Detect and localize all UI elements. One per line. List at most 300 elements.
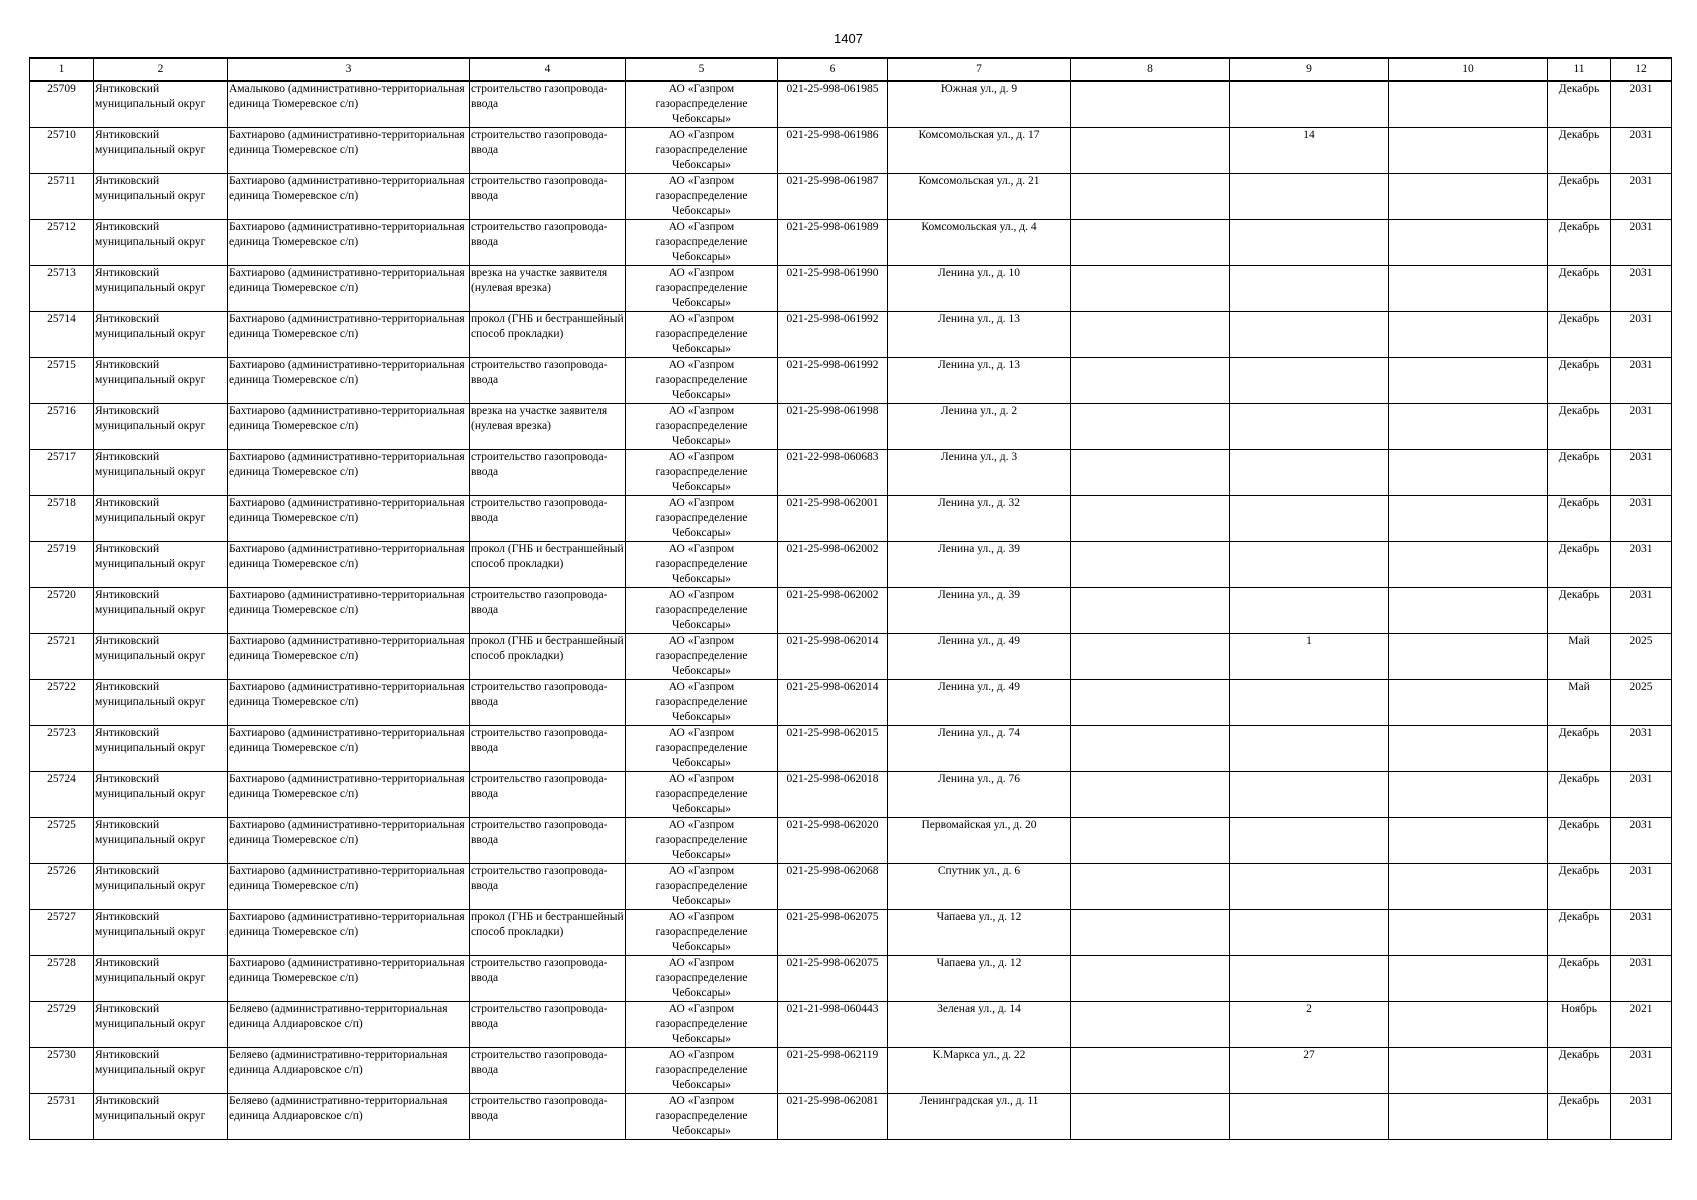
cell-text: 25720 [47, 589, 76, 601]
cell-text: АО «Газпром газораспределение Чебоксары» [655, 359, 748, 401]
page-number: 1407 [834, 31, 863, 46]
cell-col-8 [1071, 818, 1230, 864]
cell-district [94, 864, 228, 910]
cell-text: строительство газопровода-ввода [471, 865, 608, 892]
cell-text: 25711 [47, 175, 76, 187]
cell-settlement [228, 680, 470, 726]
cell-text: АО «Газпром газораспределение Чебоксары» [655, 129, 748, 171]
cell-month [1548, 726, 1611, 772]
cell-text: строительство газопровода-ввода [471, 221, 608, 248]
cell-col-9 [1230, 542, 1389, 588]
cell-text: Декабрь [1558, 221, 1600, 233]
cell-organization [626, 81, 778, 128]
cell-text: Беляево (административно-территориальная единица Алдиаровское с/п) [229, 1095, 448, 1122]
cell-text: Янтиковский муниципальный округ [95, 773, 206, 800]
table-row [30, 404, 1672, 450]
cell-col-10 [1389, 772, 1548, 818]
table-header-row [30, 58, 1672, 81]
cell-text: Янтиковский муниципальный округ [95, 957, 206, 984]
cell-settlement [228, 588, 470, 634]
cell-text: 021-25-998-062068 [786, 865, 879, 877]
cell-year [1611, 634, 1672, 680]
cell-application-number [778, 312, 888, 358]
cell-settlement [228, 864, 470, 910]
cell-organization [626, 450, 778, 496]
cell-text: 021-25-998-062075 [786, 957, 879, 969]
cell-text: АО «Газпром газораспределение Чебоксары» [655, 635, 748, 677]
cell-application-number [778, 956, 888, 1002]
cell-year [1611, 864, 1672, 910]
cell-text: строительство газопровода-ввода [471, 1049, 608, 1076]
cell-year [1611, 266, 1672, 312]
table-row [30, 174, 1672, 220]
cell-application-number [778, 1048, 888, 1094]
cell-organization [626, 174, 778, 220]
cell-col-10 [1389, 312, 1548, 358]
cell-work-type [470, 588, 626, 634]
cell-row-number [30, 266, 94, 312]
cell-organization [626, 496, 778, 542]
cell-col-8 [1071, 358, 1230, 404]
cell-text: 021-22-998-060683 [786, 451, 879, 463]
cell-text: АО «Газпром газораспределение Чебоксары» [655, 681, 748, 723]
cell-district [94, 634, 228, 680]
cell-settlement [228, 450, 470, 496]
cell-text: 25710 [47, 129, 76, 141]
cell-text: 021-25-998-062081 [786, 1095, 879, 1107]
cell-year [1611, 358, 1672, 404]
cell-text: 2031 [1629, 865, 1653, 877]
cell-col-10 [1389, 358, 1548, 404]
cell-col-8 [1071, 680, 1230, 726]
cell-organization [626, 772, 778, 818]
cell-settlement [228, 726, 470, 772]
cell-col-9 [1230, 634, 1389, 680]
cell-text: Комсомольская ул., д. 21 [918, 175, 1040, 187]
cell-col-8 [1071, 542, 1230, 588]
cell-col-10 [1389, 956, 1548, 1002]
cell-address [888, 174, 1071, 220]
cell-row-number [30, 1048, 94, 1094]
cell-row-number [30, 542, 94, 588]
cell-district [94, 1094, 228, 1140]
cell-month [1548, 358, 1611, 404]
cell-col-9 [1230, 450, 1389, 496]
cell-month [1548, 81, 1611, 128]
cell-col-10 [1389, 542, 1548, 588]
cell-text: Бахтиарово (административно-территориальная единица Тюмеревское с/п) [229, 727, 465, 754]
cell-text: Ленина ул., д. 76 [938, 773, 1020, 785]
cell-text: Бахтиарово (административно-территориальная единица Тюмеревское с/п) [229, 773, 465, 800]
cell-application-number [778, 1094, 888, 1140]
cell-organization [626, 1048, 778, 1094]
cell-organization [626, 404, 778, 450]
cell-application-number [778, 81, 888, 128]
cell-col-9 [1230, 404, 1389, 450]
cell-col-9 [1230, 81, 1389, 128]
cell-text: 25714 [47, 313, 76, 325]
cell-settlement [228, 1002, 470, 1048]
cell-text: 25726 [47, 865, 76, 877]
cell-address [888, 542, 1071, 588]
cell-text: 021-25-998-062014 [786, 681, 879, 693]
cell-row-number [30, 726, 94, 772]
cell-text: Янтиковский муниципальный округ [95, 267, 206, 294]
cell-text: Бахтиарово (административно-территориальная единица Тюмеревское с/п) [229, 497, 465, 524]
cell-district [94, 404, 228, 450]
cell-text: АО «Газпром газораспределение Чебоксары» [655, 313, 748, 355]
cell-text: Спутник ул., д. 6 [937, 865, 1021, 877]
cell-col-10 [1389, 128, 1548, 174]
cell-text: Декабрь [1558, 83, 1600, 95]
cell-text: АО «Газпром газораспределение Чебоксары» [655, 589, 748, 631]
cell-month [1548, 588, 1611, 634]
table-body [30, 81, 1672, 1140]
cell-application-number [778, 1002, 888, 1048]
cell-col-9 [1230, 818, 1389, 864]
cell-text: 25716 [47, 405, 76, 417]
cell-col-8 [1071, 1094, 1230, 1140]
cell-text: Янтиковский муниципальный округ [95, 451, 206, 478]
cell-col-8 [1071, 404, 1230, 450]
cell-work-type [470, 634, 626, 680]
cell-address [888, 128, 1071, 174]
cell-text: 2031 [1629, 175, 1653, 187]
cell-year [1611, 220, 1672, 266]
cell-text: Первомайская ул., д. 20 [921, 819, 1037, 831]
cell-work-type [470, 404, 626, 450]
cell-row-number [30, 450, 94, 496]
cell-text: Янтиковский муниципальный округ [95, 405, 206, 432]
cell-text: строительство газопровода-ввода [471, 957, 608, 984]
cell-district [94, 128, 228, 174]
cell-col-8 [1071, 81, 1230, 128]
cell-year [1611, 1002, 1672, 1048]
cell-text: Зеленая ул., д. 14 [937, 1003, 1021, 1015]
cell-text: 2031 [1629, 1095, 1653, 1107]
cell-month [1548, 634, 1611, 680]
cell-district [94, 220, 228, 266]
cell-col-9 [1230, 496, 1389, 542]
cell-text: Бахтиарово (административно-территориальная единица Тюмеревское с/п) [229, 129, 465, 156]
cell-address [888, 266, 1071, 312]
cell-text: 25729 [47, 1003, 76, 1015]
cell-text: прокол (ГНБ и бестраншейный способ прокладки) [471, 635, 624, 662]
cell-month [1548, 1002, 1611, 1048]
cell-application-number [778, 864, 888, 910]
cell-work-type [470, 542, 626, 588]
table-row [30, 726, 1672, 772]
cell-row-number [30, 174, 94, 220]
cell-organization [626, 634, 778, 680]
cell-address [888, 404, 1071, 450]
cell-address [888, 358, 1071, 404]
cell-work-type [470, 174, 626, 220]
cell-work-type [470, 128, 626, 174]
cell-text: Ленина ул., д. 13 [938, 313, 1020, 325]
cell-text: Ленина ул., д. 3 [940, 451, 1018, 463]
cell-year [1611, 1094, 1672, 1140]
cell-col-8 [1071, 312, 1230, 358]
cell-year [1611, 174, 1672, 220]
cell-col-10 [1389, 1048, 1548, 1094]
cell-col-9 [1230, 680, 1389, 726]
cell-year [1611, 542, 1672, 588]
table-row [30, 818, 1672, 864]
cell-settlement [228, 174, 470, 220]
cell-col-9 [1230, 588, 1389, 634]
cell-year [1611, 910, 1672, 956]
cell-col-8 [1071, 266, 1230, 312]
cell-text: 2031 [1629, 1049, 1653, 1061]
cell-district [94, 726, 228, 772]
cell-text: Бахтиарово (административно-территориальная единица Тюмеревское с/п) [229, 175, 465, 202]
cell-text: Ленина ул., д. 32 [938, 497, 1020, 509]
cell-text: Декабрь [1558, 497, 1600, 509]
cell-col-9 [1230, 358, 1389, 404]
cell-text: 2031 [1629, 589, 1653, 601]
cell-text: Ленина ул., д. 10 [938, 267, 1020, 279]
cell-application-number [778, 450, 888, 496]
cell-address [888, 1094, 1071, 1140]
cell-text: 1 [1306, 635, 1312, 647]
cell-text: АО «Газпром газораспределение Чебоксары» [655, 83, 748, 125]
cell-year [1611, 956, 1672, 1002]
cell-text: Беляево (административно-территориальная единица Алдиаровское с/п) [229, 1003, 448, 1030]
cell-settlement [228, 404, 470, 450]
cell-district [94, 81, 228, 128]
cell-text: 25717 [47, 451, 76, 463]
cell-address [888, 220, 1071, 266]
cell-text: врезка на участке заявителя (нулевая врезка) [471, 267, 608, 294]
cell-district [94, 956, 228, 1002]
cell-month [1548, 956, 1611, 1002]
cell-text: прокол (ГНБ и бестраншейный способ прокладки) [471, 313, 624, 340]
cell-text: строительство газопровода-ввода [471, 819, 608, 846]
cell-text: 021-25-998-062075 [786, 911, 879, 923]
cell-text: 25721 [47, 635, 76, 647]
cell-text: 25718 [47, 497, 76, 509]
cell-text: строительство газопровода-ввода [471, 589, 608, 616]
cell-col-10 [1389, 588, 1548, 634]
cell-row-number [30, 818, 94, 864]
cell-application-number [778, 588, 888, 634]
cell-text: Ленина ул., д. 2 [940, 405, 1018, 417]
cell-text: Декабрь [1558, 865, 1600, 877]
cell-organization [626, 680, 778, 726]
cell-text: Янтиковский муниципальный округ [95, 635, 206, 662]
cell-organization [626, 588, 778, 634]
cell-text: 2031 [1629, 911, 1653, 923]
cell-text: 021-25-998-061985 [786, 83, 879, 95]
cell-col-8 [1071, 956, 1230, 1002]
cell-text: 021-25-998-061987 [786, 175, 879, 187]
cell-text: Ленина ул., д. 74 [938, 727, 1020, 739]
cell-text: 2025 [1629, 681, 1653, 693]
table-row [30, 220, 1672, 266]
cell-text: 2021 [1629, 1003, 1653, 1015]
cell-text: 021-25-998-062001 [786, 497, 879, 509]
cell-settlement [228, 220, 470, 266]
cell-month [1548, 266, 1611, 312]
cell-col-9 [1230, 910, 1389, 956]
cell-text: АО «Газпром газораспределение Чебоксары» [655, 221, 748, 263]
table-row [30, 266, 1672, 312]
cell-text: строительство газопровода-ввода [471, 727, 608, 754]
cell-address [888, 1048, 1071, 1094]
cell-settlement [228, 1048, 470, 1094]
cell-work-type [470, 312, 626, 358]
cell-district [94, 680, 228, 726]
cell-text: 021-25-998-061989 [786, 221, 879, 233]
cell-address [888, 910, 1071, 956]
cell-text: 25719 [47, 543, 76, 555]
cell-text: 25728 [47, 957, 76, 969]
table-row [30, 1094, 1672, 1140]
cell-text: врезка на участке заявителя (нулевая врезка) [471, 405, 608, 432]
cell-text: Беляево (административно-территориальная единица Алдиаровское с/п) [229, 1049, 448, 1076]
cell-district [94, 910, 228, 956]
cell-month [1548, 818, 1611, 864]
cell-text: Бахтиарово (административно-территориальная единица Тюмеревское с/п) [229, 819, 465, 846]
cell-address [888, 312, 1071, 358]
cell-year [1611, 680, 1672, 726]
cell-text: Бахтиарово (административно-территориальная единица Тюмеревское с/п) [229, 635, 465, 662]
cell-text: 2031 [1629, 773, 1653, 785]
cell-application-number [778, 266, 888, 312]
cell-work-type [470, 726, 626, 772]
cell-text: 25723 [47, 727, 76, 739]
cell-col-8 [1071, 910, 1230, 956]
cell-work-type [470, 680, 626, 726]
cell-address [888, 680, 1071, 726]
table-row [30, 910, 1672, 956]
cell-month [1548, 312, 1611, 358]
cell-organization [626, 910, 778, 956]
cell-col-10 [1389, 864, 1548, 910]
cell-text: Декабрь [1558, 359, 1600, 371]
cell-application-number [778, 128, 888, 174]
cell-organization [626, 220, 778, 266]
cell-text: 021-25-998-061998 [786, 405, 879, 417]
cell-work-type [470, 266, 626, 312]
cell-district [94, 266, 228, 312]
cell-application-number [778, 174, 888, 220]
cell-settlement [228, 956, 470, 1002]
cell-text: строительство газопровода-ввода [471, 129, 608, 156]
cell-organization [626, 266, 778, 312]
column-header-3: 3 [228, 58, 470, 81]
cell-text: Бахтиарово (административно-территориальная единица Тюмеревское с/п) [229, 313, 465, 340]
cell-settlement [228, 81, 470, 128]
cell-text: 2 [1306, 1003, 1312, 1015]
cell-row-number [30, 496, 94, 542]
cell-work-type [470, 496, 626, 542]
cell-address [888, 81, 1071, 128]
cell-col-10 [1389, 910, 1548, 956]
cell-text: 021-25-998-062119 [786, 1049, 879, 1061]
cell-text: 2031 [1629, 313, 1653, 325]
cell-col-10 [1389, 450, 1548, 496]
cell-text: К.Маркса ул., д. 22 [932, 1049, 1026, 1061]
cell-text: Янтиковский муниципальный округ [95, 589, 206, 616]
cell-row-number [30, 634, 94, 680]
cell-text: 25722 [47, 681, 76, 693]
cell-col-10 [1389, 1002, 1548, 1048]
cell-text: АО «Газпром газораспределение Чебоксары» [655, 1003, 748, 1045]
cell-text: Ленина ул., д. 13 [938, 359, 1020, 371]
cell-district [94, 772, 228, 818]
cell-col-8 [1071, 588, 1230, 634]
cell-text: Бахтиарово (административно-территориальная единица Тюмеревское с/п) [229, 957, 465, 984]
cell-text: Бахтиарово (административно-территориальная единица Тюмеревское с/п) [229, 359, 465, 386]
table-row [30, 496, 1672, 542]
table-row [30, 542, 1672, 588]
cell-text: Декабрь [1558, 911, 1600, 923]
cell-text: строительство газопровода-ввода [471, 1095, 608, 1122]
cell-text: 25712 [47, 221, 76, 233]
cell-col-10 [1389, 404, 1548, 450]
cell-text: 2031 [1629, 957, 1653, 969]
cell-text: Комсомольская ул., д. 17 [918, 129, 1040, 141]
cell-text: АО «Газпром газораспределение Чебоксары» [655, 543, 748, 585]
cell-text: Декабрь [1558, 1095, 1600, 1107]
cell-text: 14 [1303, 129, 1315, 141]
table-row [30, 312, 1672, 358]
cell-col-9 [1230, 312, 1389, 358]
cell-text: Декабрь [1558, 589, 1600, 601]
cell-text: 25731 [47, 1095, 76, 1107]
cell-district [94, 174, 228, 220]
cell-application-number [778, 220, 888, 266]
cell-address [888, 772, 1071, 818]
cell-address [888, 726, 1071, 772]
cell-month [1548, 496, 1611, 542]
cell-settlement [228, 1094, 470, 1140]
cell-text: Янтиковский муниципальный округ [95, 175, 206, 202]
cell-district [94, 312, 228, 358]
cell-organization [626, 128, 778, 174]
cell-row-number [30, 220, 94, 266]
cell-text: Ленинградская ул., д. 11 [919, 1095, 1039, 1107]
cell-text: Янтиковский муниципальный округ [95, 819, 206, 846]
cell-address [888, 864, 1071, 910]
cell-text: АО «Газпром газораспределение Чебоксары» [655, 267, 748, 309]
cell-text: АО «Газпром газораспределение Чебоксары» [655, 497, 748, 539]
cell-text: 021-25-998-062002 [786, 589, 879, 601]
cell-text: 021-25-998-062020 [786, 819, 879, 831]
cell-month [1548, 680, 1611, 726]
cell-row-number [30, 1094, 94, 1140]
cell-col-8 [1071, 864, 1230, 910]
cell-district [94, 818, 228, 864]
cell-col-8 [1071, 1002, 1230, 1048]
cell-year [1611, 772, 1672, 818]
cell-text: АО «Газпром газораспределение Чебоксары» [655, 727, 748, 769]
cell-text: 2031 [1629, 451, 1653, 463]
cell-text: прокол (ГНБ и бестраншейный способ прокладки) [471, 543, 624, 570]
cell-row-number [30, 312, 94, 358]
cell-text: Декабрь [1558, 1049, 1600, 1061]
cell-text: Янтиковский муниципальный округ [95, 543, 206, 570]
cell-text: Янтиковский муниципальный округ [95, 497, 206, 524]
cell-col-10 [1389, 220, 1548, 266]
cell-text: 2031 [1629, 129, 1653, 141]
cell-text: строительство газопровода-ввода [471, 773, 608, 800]
cell-district [94, 450, 228, 496]
cell-address [888, 450, 1071, 496]
cell-text: 021-25-998-061990 [786, 267, 879, 279]
